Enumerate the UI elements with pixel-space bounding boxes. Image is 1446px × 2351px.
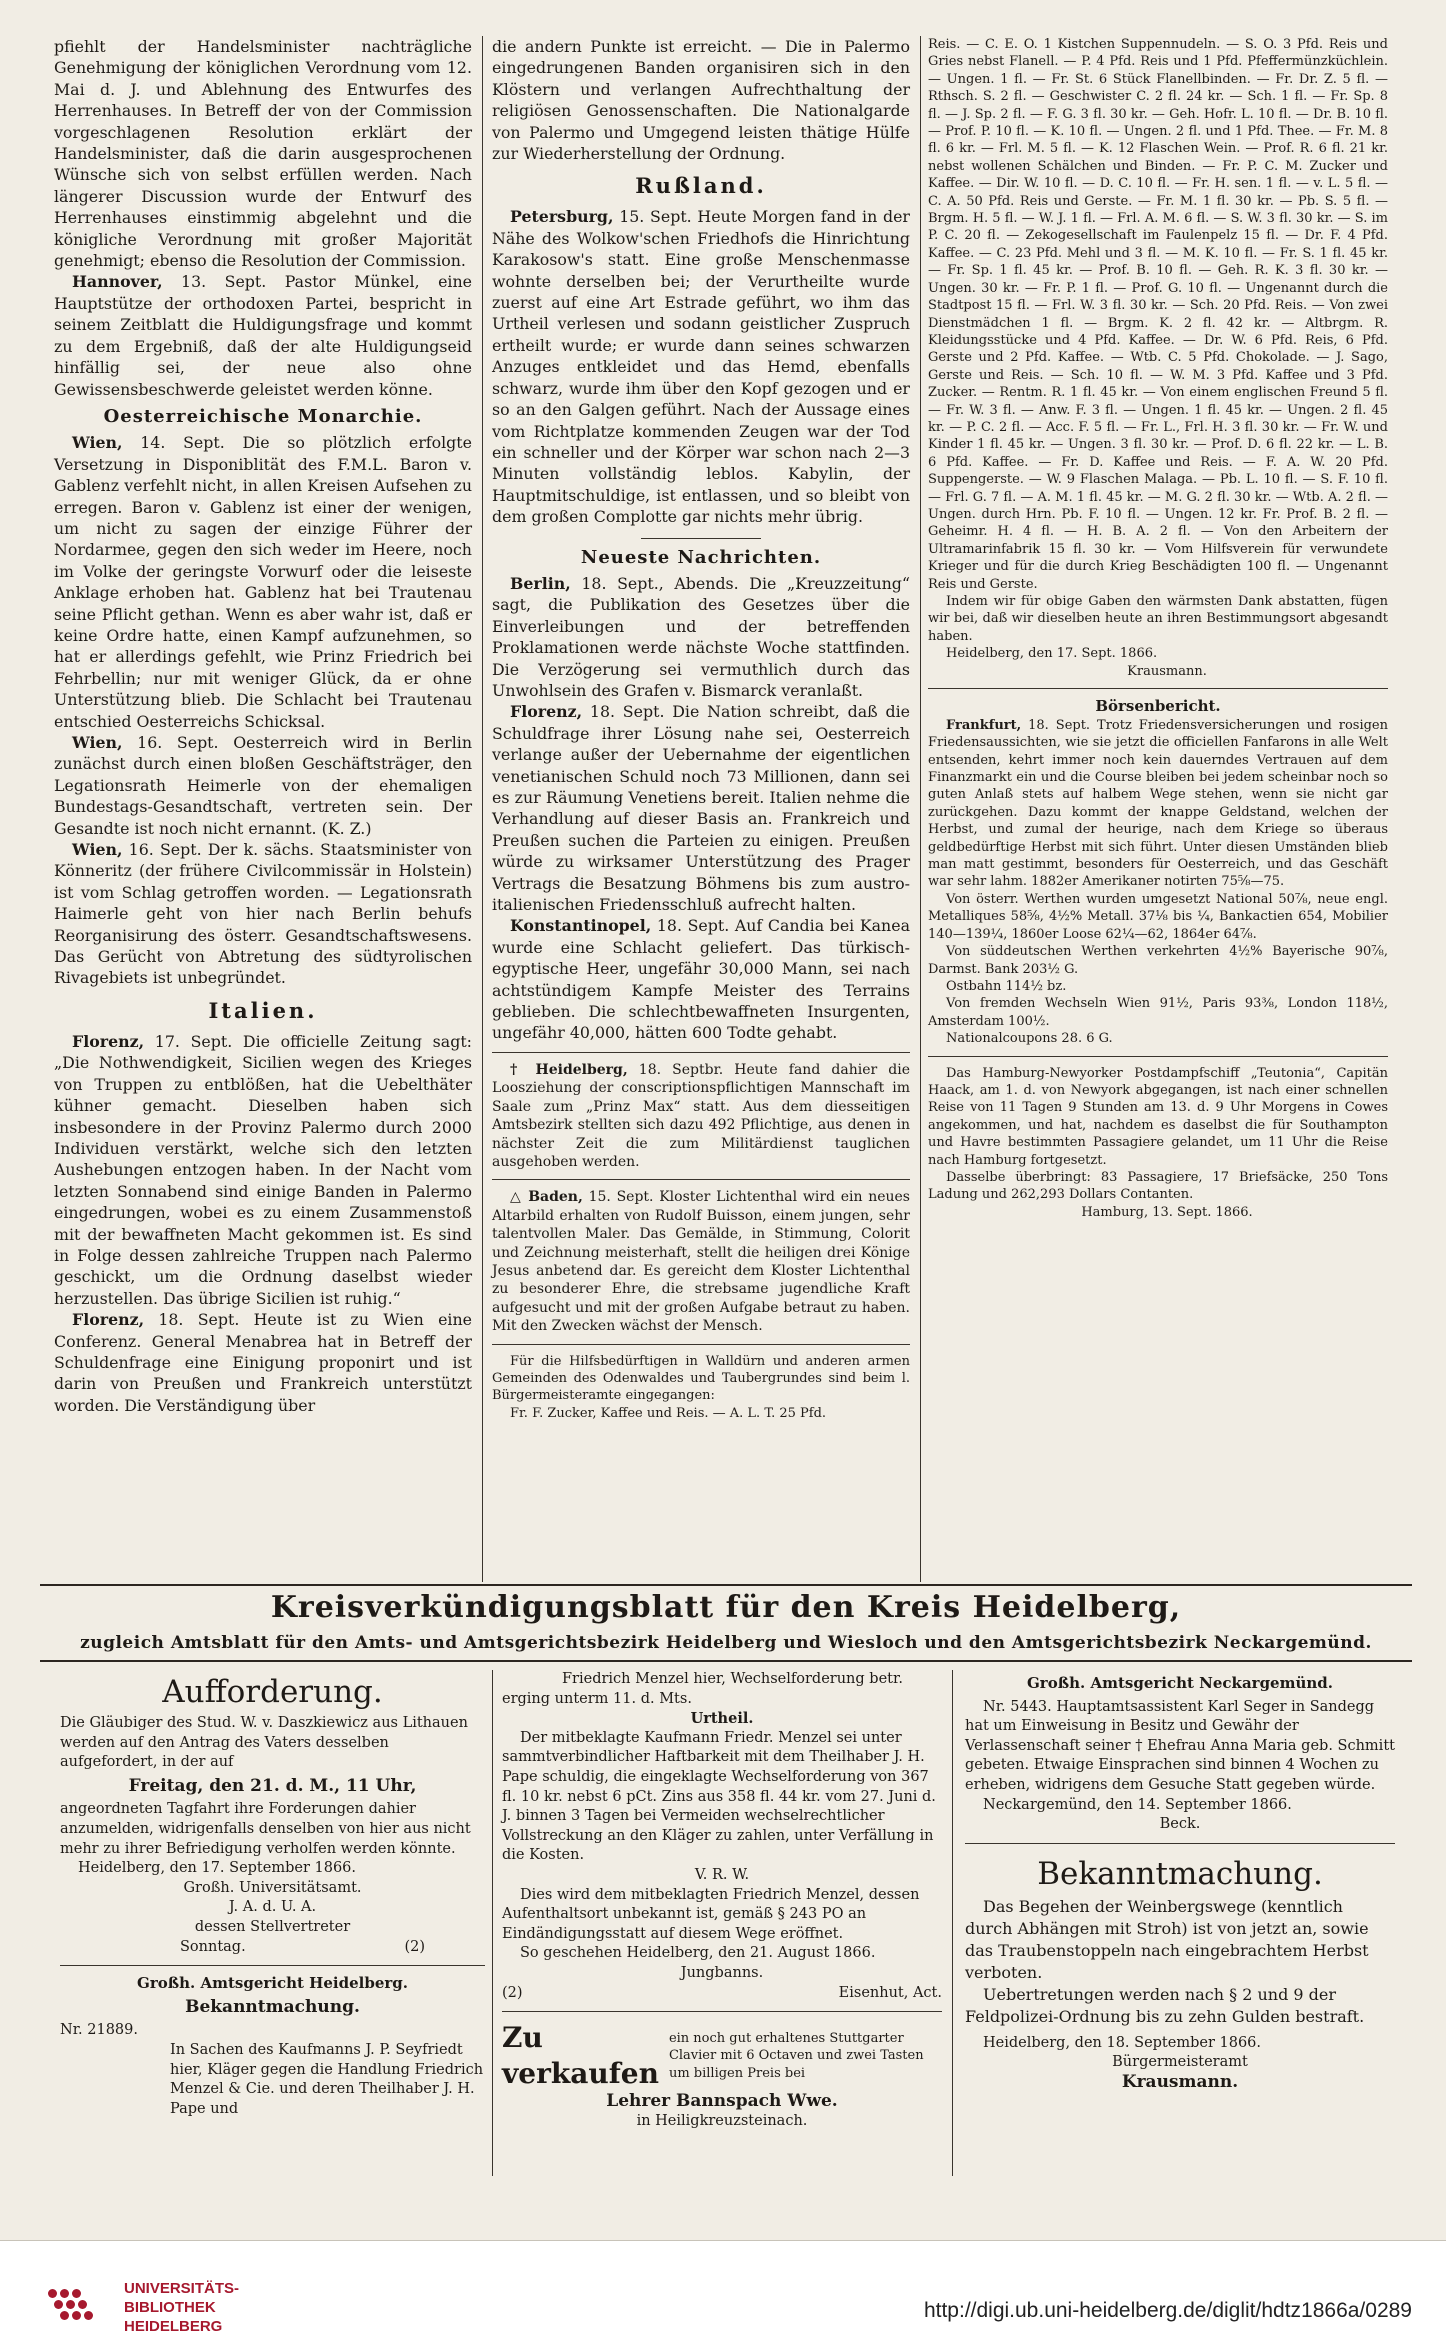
shipping-date: Hamburg, 13. Sept. 1866.: [1081, 1204, 1253, 1220]
notice-sig-row: [502, 1984, 942, 2004]
notice-text: angeordneten Tagfahrt ihre Forderungen dahier anzumelden, widrigenfalls denselben von hier aus nicht mehr zu ihrer Befriedigung verholfen werden könnte.: [60, 1801, 471, 1857]
banner-subtitle: zugleich Amtsblatt für den Amts- und Amtsgerichtsbezirk Heidelberg und Wiesloch und den Amtsgerichtsbezirk Neckargemünd.: [80, 1633, 1372, 1653]
divider: [641, 538, 761, 539]
notice-column-2: [502, 1670, 942, 2176]
donation-list: Reis. — C. E. O. 1 Kistchen Suppennudeln. — S. O. 3 Pfd. Reis und Gries nebst Flanell. — P. 4 Pfd. Reis und 1 Pfd. Pfeffermünzküchlein. — Ungen. 1 fl. — Fr. St. 6 Stück Flanellbinden. — Fr. Dr. Z. 5 fl. — Rthsch. S. 2 fl. — Geschwister C. 2 fl. 24 kr. — Sch. 1 fl. — Fr. Sp. 8 fl. — J. Sp. 2 fl. — F. G. 3 fl. 30 kr. — Geh. Hofr. L. 10 fl. — Dr. B. 10 fl. — Prof. P. 10 fl. — K. 10 fl. — Ungen. 2 fl. und 1 Pfd. Thee. — Fr. M. 8 fl. 6 kr. — Frl. M. 5 fl. — K. 12 Flaschen Wein. — Prof. R. 6 fl. 21 kr. nebst wollenen Schälchen und Binden. — Fr. P. C. M. Zucker und Kaffee. — Dir. W. 10 fl. — D. C. 10 fl. — Fr. H. sen. 1 fl. — v. L. 5 fl. — C. A. 50 Pfd. Reis und Gerste. — Fr. M. 1 fl. 30 kr. — Pb. S. 5 fl. — Brgm. H. 5 fl. — W. J. 1 fl. — Frl. A. M. 6 fl. — S. W. 3 fl. 30 kr. — S. im P. C. 20 fl. — Zekogesellschaft im Faulenpelz 15 fl. — Dr. F. 4 Pfd. Kaffee. — C. 23 Pfd. Mehl und 3 fl. — M. K. 10 fl. — Fr. S. 1 fl. 45 kr. — Fr. Sp. 1 fl. 45 kr. — Prof. B. 10 fl. — Geh. R. K. 3 fl. 30 kr. — Ungen. 30 kr. — Fr. P. 1 fl. — Prof. G. 10 fl. — Ungenannt durch die Stadtpost 15 fl. — Frl. W. 3 fl. 30 kr. — Sch. 20 Pfd. Reis. — Von zwei Dienstmädchen 1 fl. — Brgm. K. 2 fl. 42 kr. — Altbrgm. R. Kleidungsstücke und 4 Pfd. Kaffee. — Dr. W. 6 Pfd. Reis, 6 Pfd. Gerste und 2 Pfd. Kaffee. — Wtb. C. 5 Pfd. Chokolade. — J. Sago, Gerste und Reis. — Sch. 10 fl. — W. M. 3 Pfd. Kaffee und 3 Pfd. Zucker. — Rentm. R. 1 fl. 45 kr. — Von einem englischen Freund 5 fl. — Fr. W. 3 fl. — Anw. F. 3 fl. — Ungen. 1 fl. 45 kr. — Ungen. 2 fl. 45 kr. — P. C. 2 fl. — Acc. F. 5 fl. — Fr. L., Frl. H. 3 fl. 30 kr. — Fr. W. und Kinder 1 fl. 45 kr. — Ungen. 3 fl. 30 kr. — Prof. D. 6 fl. 22 kr. — L. B. 6 Pfd. Kaffee. — Fr. D. Kaffee und Reis. — F. A. W. 20 Pfd. Suppengerste. — W. 9 Flaschen Malaga. — Pb. L. 10 fl. — S. F. 10 fl. — Frl. G. 7 fl. — A. M. 1 fl. 45 kr. — M. G. 2 fl. 30 kr. — Wtb. A. 2 fl. — Ungen. durch Hrn. Pb. F. 10 fl. — Ungen. 12 kr. Fr. Prof. B. 2 fl. — Geheimr. H. 4 fl. — H. B. A. 2 fl. — Von den Arbeitern der Ultramarinfabrik 15 fl. 30 kr. — Vom Hilfsverein für verwundete Krieger und für die durch Krieg Beschädigten 100 fl. — Ungenannt Reis und Gerste.: [928, 37, 1388, 592]
article-text: die andern Punkte ist erreicht. — Die in Palermo eingedrungenen Banden organisiren sich in den Klöstern und verlangen Aufrechthaltung der religiösen Genossenschaften. Die Nationalgarde von Palermo und Umgegend leisten thätige Hülfe zur Wiederherstellung der Ordnung.: [492, 37, 910, 164]
notice-office: Großh. Amtsgericht Heidelberg.: [137, 1974, 408, 1993]
notice-case: In Sachen des Kaufmanns J. P. Seyfriedt hier, Kläger gegen die Handlung Friedrich Menzel & Cie. und deren Theilhaber J. H. Pape und: [170, 2041, 484, 2117]
donation-notice: Für die Hilfsbedürftigen in Walldürn und anderen armen Gemeinden des Odenwaldes und Taubergrundes sind beim l. Bürgermeisteramte eingegangen:: [492, 1353, 910, 1404]
library-name: [124, 2279, 239, 2336]
newspaper-page: [40, 36, 1412, 2206]
notice-sig-row: [60, 1938, 485, 1958]
notice-date: So geschehen Heidelberg, den 21. August 1866.: [520, 1945, 876, 1962]
boerse-coupons: Nationalcoupons 28. 6 G.: [946, 1031, 1113, 1047]
kreisblatt-banner: [40, 1584, 1412, 1662]
column-3: [928, 36, 1388, 1221]
document-url-link[interactable]: http://digi.ub.uni-heidelberg.de/diglit/hdtz1866a/0289: [923, 2299, 1412, 2322]
divider: [502, 2011, 942, 2012]
notice-text: Nr. 5443. Hauptamtsassistent Karl Seger in Sandegg hat um Einweisung in Besitz und Gewähr der Verlassenschaft seiner † Ehefrau Anna Maria geb. Schmitt gebeten. Etwaige Einsprachen sind binnen 4 Wochen zu erheben, widrigens dem Gesuche Statt gegeben würde.: [965, 1698, 1395, 1793]
article-petersburg: Petersburg, 15. Sept. Heute Morgen fand in der Nähe des Wolkow'schen Friedhofs die Hinrichtung Karakosow's statt. Eine große Menschenmasse wohnte derselben bei; der Verurtheilte wurde zuerst auf eine Art Estrade geführt, wo ihm das Urtheil verlesen und sodann geistlicher Zuspruch ertheilt wurde; er wurde dann seines schwarzen Anzuges entkleidet und das Hemd, ebenfalls schwarz, wurde ihm über den Kopf gezogen und er so an den Galgen geführt. Nach der Aussage eines vom Richtplatze kommenden Zeugen war der Tod ein schneller und der Körper war schon nach 2—3 Minuten vollständig leblos. Kabylin, der Hauptmitschuldige, ist entlassen, und so bleibt von dem großen Complotte gar nichts mehr übrig.: [492, 207, 910, 527]
notice-text: V. R. W.: [694, 1866, 750, 1883]
section-heading-italien: Italien.: [208, 997, 318, 1023]
notice-number: (2): [404, 1938, 425, 1955]
footer-bar: [0, 2240, 1446, 2351]
notice-text: Friedrich Menzel hier, Wechselforderung betr.: [562, 1671, 903, 1687]
divider: [928, 1056, 1388, 1057]
section-heading-boerse: Börsenbericht.: [1095, 697, 1221, 716]
divider: [928, 688, 1388, 689]
donation-signature: Krausmann.: [1127, 663, 1207, 679]
article-wien-3: Wien, 16. Sept. Der k. sächs. Staatsminister von Könneritz (der frühere Civilcommissär in Holstein) ist vom Schlag getroffen worden. — Legationsrath Haimerle geht von hier nach Berlin behufs Reorganisirung des österr. Gesandtschaftswesens. Das Gerücht von Abtretung des südtyrolischen Rivagebiets ist unbegründet.: [54, 840, 472, 988]
notice-text: erging unterm 11. d. Mts.: [502, 1690, 692, 1707]
library-name-line: UNIVERSITÄTS-: [124, 2280, 240, 2297]
donation-thanks: Indem wir für obige Gaben den wärmsten Dank abstatten, fügen wir bei, daß wir dieselben heute an ihren Bestimmungsort abgesandt haben.: [928, 594, 1388, 644]
notice-sig: J. A. d. U. A.: [228, 1899, 317, 1916]
article-florenz-2: Florenz, 18. Sept. Heute ist zu Wien eine Conferenz. General Menabrea hat in Betreff der Schuldenfrage eine Einigung proponirt und ist darin von Preußen und Frankreich unterstützt worden. Die Verständigung über: [54, 1310, 472, 1415]
boerse-ostbahn: Ostbahn 114½ bz.: [946, 978, 1067, 994]
notice-sig: dessen Stellvertreter: [194, 1918, 351, 1935]
article-wien-2: Wien, 16. Sept. Oesterreich wird in Berlin zunächst durch einen bloßen Geschäftsträger, den Legationsrath Heimerle von der ehemaligen Bundestags-Gesandtschaft, vertreten sein. Der Gesandte ist noch nicht ernannt. (K. Z.): [54, 733, 472, 838]
article-wien-1: Wien, 14. Sept. Die so plötzlich erfolgte Versetzung in Disponiblität des F.M.L. Baron v. Gablenz verfehlt nicht, in allen Kreisen Aufsehen zu erregen. Baron v. Gablenz ist einer der wenigen, um nicht zu sagen der einzige Führer der Nordarmee, gegen den sich weder im Heere, noch im Volke der geringste Vorwurf oder die leiseste Anklage erhoben hat. Gablenz hat bei Trautenau seine Pflicht gethan. Wenn es aber wahr ist, daß er keine Ordre hatte, einen Kampf aufzunehmen, so hat er allerdings gefehlt, wie Prinz Friedrich bei Fehrbellin; nur mit weniger Glück, da er ohne Unterstützung blieb. Die Schlacht bei Trautenau entschied Oesterreichs Schicksal.: [54, 433, 472, 731]
section-heading-oesterreich: Oesterreichische Monarchie.: [103, 405, 423, 427]
library-name-line: BIBLIOTHEK: [124, 2299, 216, 2316]
library-name-line: HEIDELBERG: [124, 2318, 223, 2335]
boerse-wechsel: Von fremden Wechseln Wien 91½, Paris 93⅜, London 118½, Amsterdam 100½.: [928, 996, 1388, 1029]
boerse-south: Von süddeutschen Werthen verkehrten 4½% Bayerische 90⅞, Darmst. Bank 203½ G.: [928, 944, 1388, 977]
library-logo-icon: [48, 2289, 110, 2325]
sale-text: ein noch gut erhaltenes Stuttgarter Clavier mit 6 Octaven und zwei Tasten um billigen Preis bei: [668, 2030, 924, 2081]
column-divider: [920, 36, 921, 1582]
donation-date: Heidelberg, den 17. Sept. 1866.: [946, 646, 1158, 662]
boerse-austria: Von österr. Werthen wurden umgesetzt National 50⅞, neue engl. Metalliques 58⅝, 4½% Metall. 37⅛ bis ¼, Bankactien 654, Mobilier 140—139¼, 1860er Loose 62¼—62, 1864er 64⅞.: [928, 891, 1388, 942]
banner-title: Kreisverkündigungsblatt für den Kreis Heidelberg,: [270, 1590, 1182, 1625]
notice-date: Neckargemünd, den 14. September 1866.: [983, 1796, 1292, 1813]
divider: [492, 1179, 910, 1180]
notice-heading: Urtheil.: [690, 1710, 754, 1728]
divider: [492, 1344, 910, 1345]
section-heading-russland: Rußland.: [635, 173, 767, 199]
divider: [965, 1843, 1395, 1844]
shipping-cargo: Dasselbe überbringt: 83 Passagiere, 17 Briefsäcke, 250 Tons Ladung und 262,293 Dollars Contanten.: [928, 1169, 1388, 1203]
column-divider: [482, 36, 483, 1582]
column-divider: [492, 1670, 493, 2176]
notice-sig: Krausmann.: [1121, 2071, 1239, 2092]
notice-heading-aufforderung: Aufforderung.: [162, 1674, 383, 1710]
notice-heading: Bekanntmachung.: [185, 1996, 360, 2017]
notice-date: Heidelberg, den 18. September 1866.: [983, 2034, 1262, 2051]
article-heidelberg: † Heidelberg, 18. Septbr. Heute fand dahier die Loosziehung der conscriptionspflichtigen Mannschaft im Saale zum „Prinz Max“ statt. Aus dem diesseitigen Amtsbezirk stellten sich dazu 492 Pflichtige, aus denen in nächster Zeit die zum Militärdienst tauglichen ausgehoben werden.: [492, 1061, 910, 1170]
notice-nr: Nr. 21889.: [60, 2022, 138, 2039]
notice-office: Großh. Universitätsamt.: [183, 1879, 362, 1896]
notice-date: Freitag, den 21. d. M., 11 Uhr,: [128, 1775, 417, 1796]
notice-sig: Eisenhut, Act.: [838, 1984, 942, 2001]
article-text: pfiehlt der Handelsminister nachträgliche Genehmigung der königlichen Verordnung vom 12. Mai d. J. und Ablehnung des Entwurfes des Herrenhauses. In Betreff der von der Commission vorgeschlagenen Resolution erklärt der Handelsminister, daß die darin ausgesprochenen Wünsche sich von selbst erfüllen werden. Nach längerer Discussion wurde der Entwurf des Herrenhauses einstimmig abgelehnt und die königliche Verordnung mit großer Majorität genehmigt; ebenso die Resolution der Commission.: [54, 37, 472, 271]
section-heading-neueste: Neueste Nachrichten.: [580, 546, 822, 568]
sale-ad: [502, 2020, 942, 2092]
article-baden: △ Baden, 15. Sept. Kloster Lichtenthal wird ein neues Altarbild erhalten von Rudolf Buisson, einem jungen, sehr talentvollen Maler. Das Gemälde, in Stimmung, Colorit und Zeichnung meisterhaft, stellt die heiligen drei Könige Jesus anbetend dar. Es gereicht dem Kloster Lichtenthal zu besonderer Ehre, die strebsame jugendliche Kraft aufgesucht und mit der großen Aufgabe betraut zu haben. Mit den Zwecken wächst der Mensch.: [492, 1189, 910, 1335]
notice-text: Das Begehen der Weinbergswege (kenntlich durch Abhängen mit Stroh) ist von jetzt an, sowie das Traubenstoppeln nach eingebrachtem Herbst verboten.: [965, 1896, 1369, 1982]
sale-place: in Heiligkreuzsteinach.: [636, 2112, 808, 2129]
article-hannover: Hannover, 13. Sept. Pastor Münkel, eine Hauptstütze der orthodoxen Partei, bespricht in seinem Zeitblatt die Huldigungsfrage und kommt zu dem Ergebniß, daß der alte Huldigungseid hinfällig sei, der neue also ohne Gewissensbeschwerde geleistet werden könne.: [54, 272, 472, 399]
notice-place: Heidelberg, den 17. September 1866.: [78, 1860, 357, 1877]
shipping-notice: Das Hamburg-Newyorker Postdampfschiff „Teutonia“, Capitän Haack, am 1. d. von Newyork abgegangen, ist nach einer schnellen Reise von 11 Tagen 9 Stunden am 13. d. 9 Uhr Morgens in Cowes angekommen, und hat, nachdem es daselbst die für Southampton und Havre bestimmten Passagiere gelandet, um 11 Uhr die Reise nach Hamburg fortgesetzt.: [928, 1065, 1388, 1168]
donation-start: Fr. F. Zucker, Kaffee und Reis. — A. L. T. 25 Pfd.: [510, 1405, 827, 1421]
notice-office: Großh. Amtsgericht Neckargemünd.: [1027, 1674, 1333, 1692]
article-konstantinopel: Konstantinopel, 18. Sept. Auf Candia bei Kanea wurde eine Schlacht geliefert. Das türkisch-egyptische Heer, ungefähr 30,000 Mann, sei nach achtstündigem Kampfe Meister des Terrains geblieben. Die schlechtbewaffneten Insurgenten, ungefähr 40,000, hätten 600 Todte gehabt.: [492, 916, 910, 1043]
article-florenz-1: Florenz, 17. Sept. Die officielle Zeitung sagt: „Die Nothwendigkeit, Sicilien wegen des Krieges von Truppen zu entblößen, hat die Uebelthäter kühner gemacht. Dieselben haben sich insbesondere in der Provinz Palermo durch 2000 Individuen verstärkt, welche sich den letzten Aushebungen entzogen haben. In der Nacht vom letzten Sonnabend sind einige Banden in Palermo eingedrungen, wobei es zu einem Zusammenstoß mit der bewaffneten Macht gekommen ist. Es sind in Folge dessen zahlreiche Truppen nach Palermo geschickt, um die Ordnung daselbst wieder herzustellen. Das übrige Sicilien ist ruhig.“: [54, 1031, 472, 1308]
notice-sig: Sonntag.: [180, 1938, 246, 1955]
column-1: [54, 36, 472, 1416]
notice-number: (2): [502, 1984, 523, 2001]
notice-text: Der mitbeklagte Kaufmann Friedr. Menzel sei unter sammtverbindlicher Haftbarkeit mit dem Theilhaber J. H. Pape schuldig, die eingeklagte Wechselforderung von 367 fl. 10 kr. nebst 6 pCt. Zins aus 358 fl. 44 kr. vom 27. Juni d. J. binnen 3 Tagen bei Vermeiden wechselrechtlicher Vollstreckung an den Kläger zu zahlen, unter Verfällung in die Kosten.: [502, 1729, 936, 1864]
column-2: [492, 36, 910, 1422]
notice-text: Uebertretungen werden nach § 2 und 9 der Feldpolizei-Ordnung bis zu zehn Gulden bestraft.: [965, 1984, 1365, 2026]
divider: [60, 1965, 485, 1966]
notice-office: Bürgermeisteramt: [1112, 2054, 1248, 2071]
notice-sig: Beck.: [1159, 1816, 1201, 1833]
sale-heading: Zu verkaufen: [502, 2021, 659, 2091]
notice-text: Die Gläubiger des Stud. W. v. Daszkiewicz aus Lithauen werden auf den Antrag des Vaters desselben aufgefordert, in der auf: [60, 1715, 468, 1771]
notice-column-3: [965, 1670, 1395, 2176]
notice-text: Dies wird dem mitbeklagten Friedrich Menzel, dessen Aufenthaltsort unbekannt ist, gemäß § 243 PO an Eindändigungsstatt auf diesem Wege eröffnet.: [502, 1886, 920, 1942]
sale-seller: Lehrer Bannspach Wwe.: [606, 2091, 838, 2112]
column-divider: [952, 1670, 953, 2176]
notice-heading-bekanntmachung: Bekanntmachung.: [1037, 1855, 1323, 1892]
article-florenz: Florenz, 18. Sept. Die Nation schreibt, daß die Schuldfrage ihrer Lösung nahe sei, Oesterreich verlange außer der Uebernahme der eigentlichen venetianischen Schuld noch 73 Millionen, dann sei es zur Räumung Venetiens bereit. Italien nehme die Verhandlung auf dieser Basis an. Frankreich und Preußen suchen die Parteien zu einigen. Preußen würde zu wirksamer Unterstützung des Prager Vertrags die Besatzung Böhmens bis zum austro-italienischen Friedensschluß aufrecht halten.: [492, 702, 910, 915]
article-berlin: Berlin, 18. Sept., Abends. Die „Kreuzzeitung“ sagt, die Publikation des Gesetzes über die Einverleibungen und der betreffenden Proklamationen werde nächste Woche stattfinden. Die Verzögerung sei vermuthlich durch das Unwohlsein des Grafen v. Bismarck veranlaßt.: [492, 573, 910, 700]
notice-sig: Jungbanns.: [680, 1964, 764, 1981]
divider: [492, 1052, 910, 1053]
notice-column-1: [60, 1670, 485, 2176]
article-frankfurt: Frankfurt, 18. Sept. Trotz Friedensversicherungen und rosigen Friedensaussichten, wie sie jetzt die officiellen Fanfarons in alle Welt entsenden, kehrt immer noch kein dauerndes Vertrauen auf dem Finanzmarkt ein und die Course bleiben bei jedem scheinbar noch so guten Anlaß stets auf halbem Wege stehen, wenn sie nicht gar zurückgehen. Dazu kommt der knappe Geldstand, welchen der Herbst, und zumal der heurige, nach dem Kriege so überaus geldbedürftige Herbst mit sich führt. Unter diesen Umständen blieb man matt gestimmt, besonders für Oesterreich, und das Geschäft war sehr lahm. 1882er Amerikaner notirten 75⅝—75.: [928, 717, 1388, 890]
